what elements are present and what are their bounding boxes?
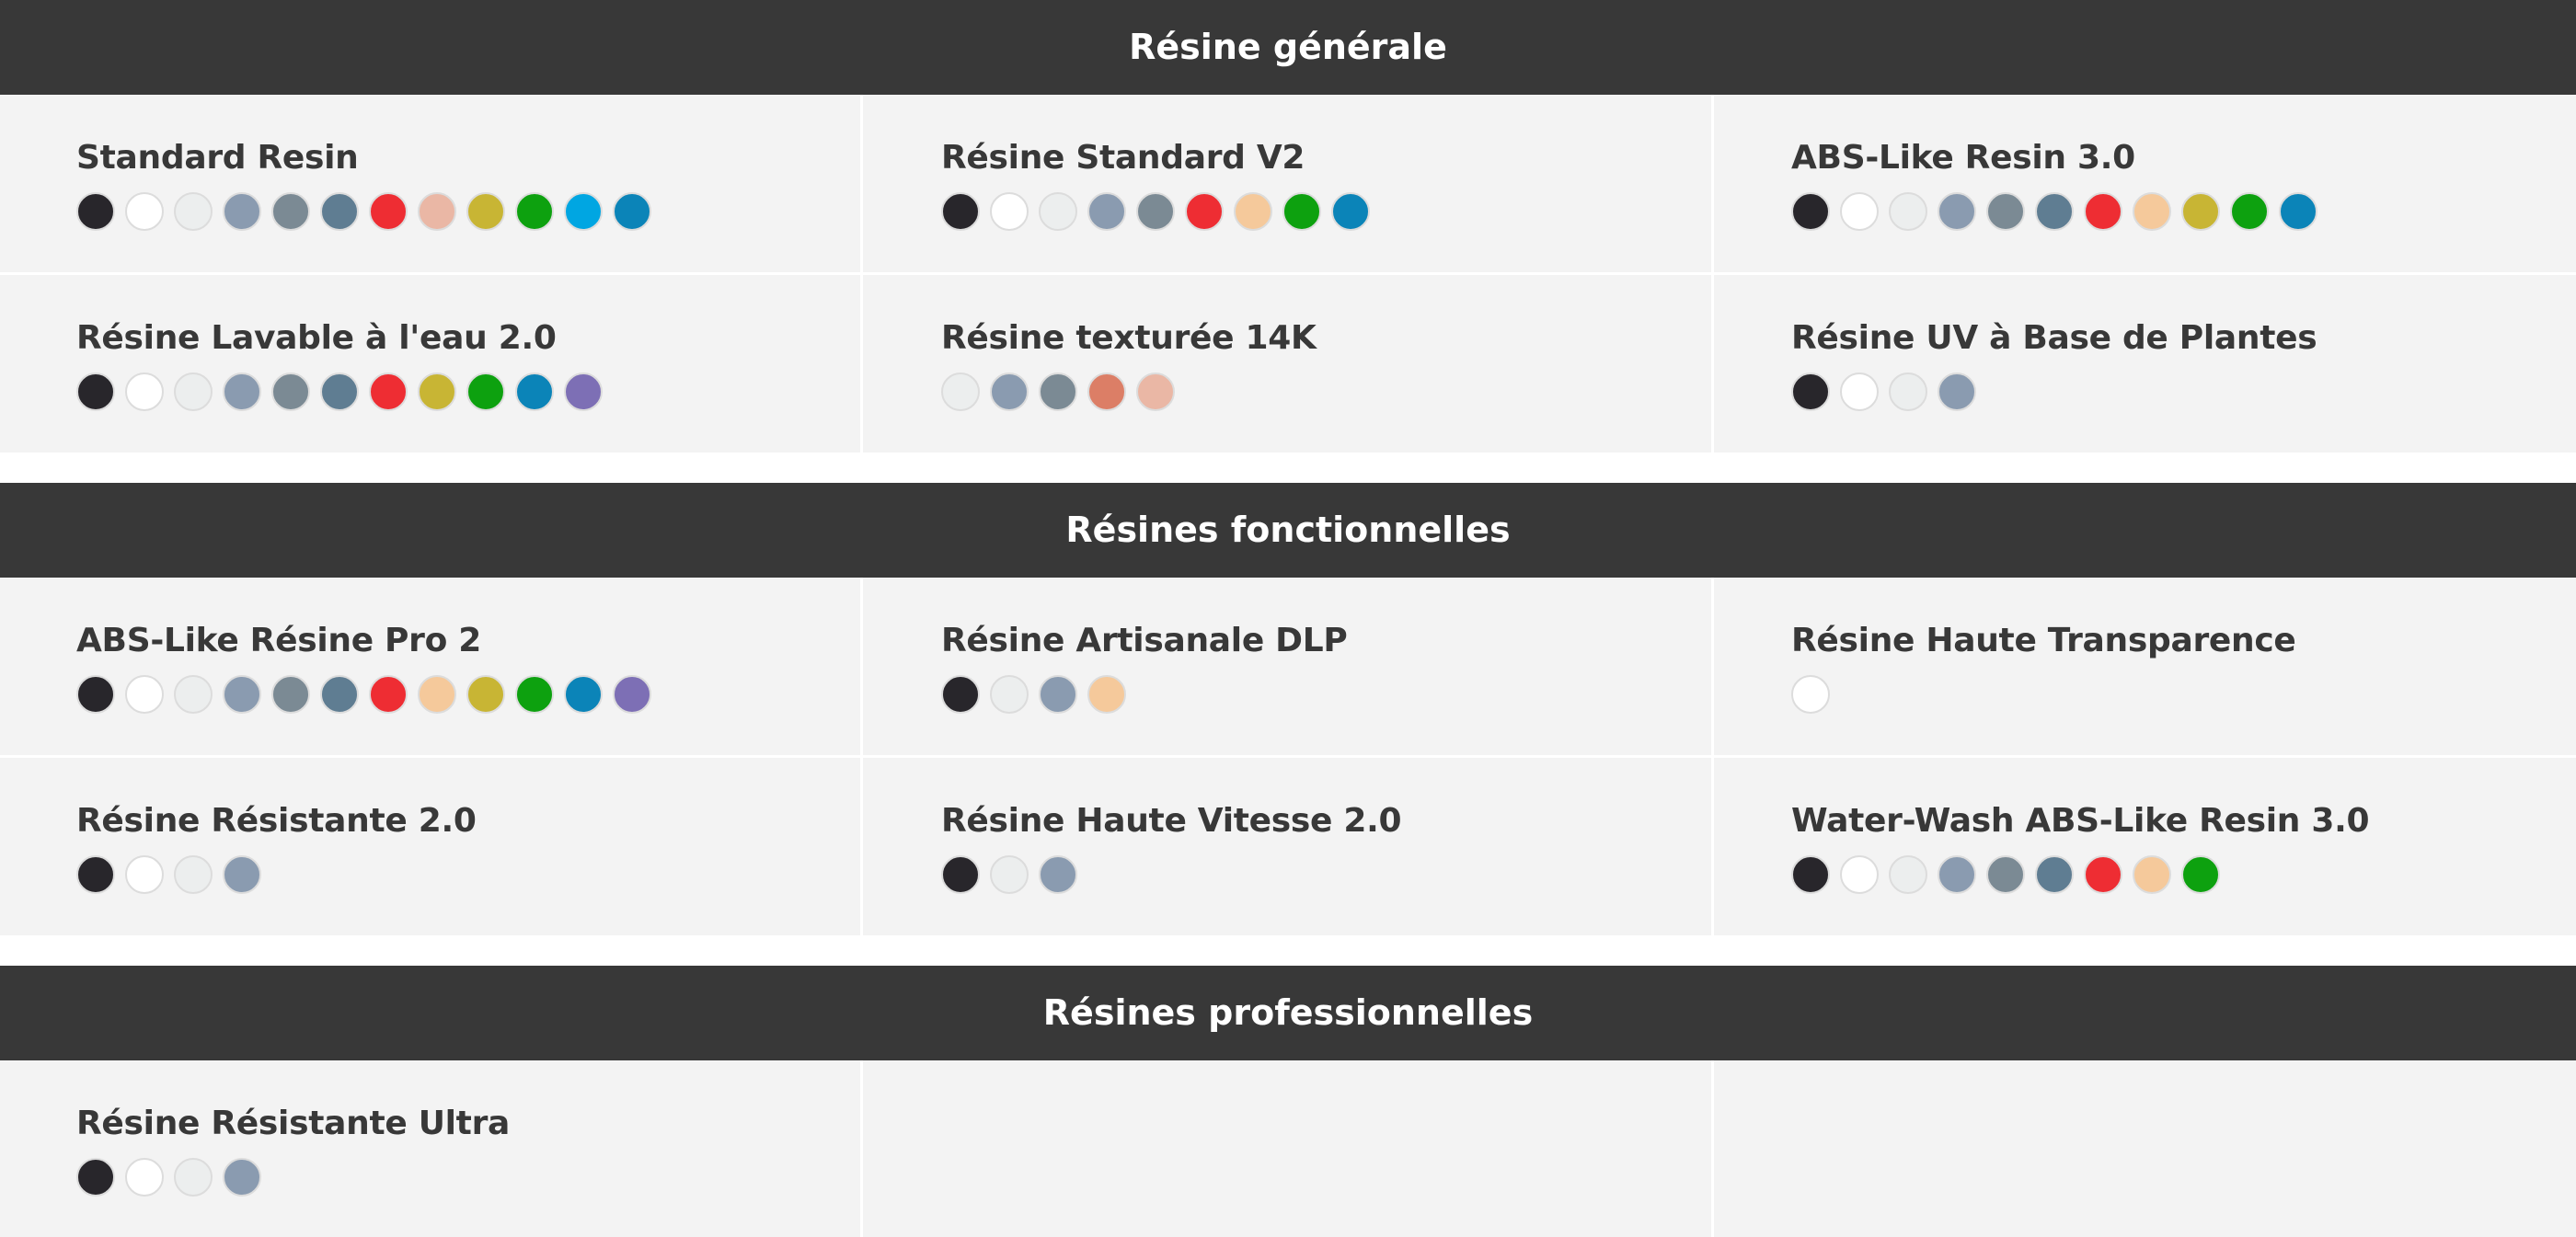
color-swatch-white[interactable] [125,192,164,231]
product-card[interactable] [1714,578,2576,755]
color-swatch-red[interactable] [369,675,408,714]
color-swatch-black[interactable] [941,855,980,894]
product-name[interactable]: Résine texturée 14K [941,319,1317,357]
color-swatch-peach[interactable] [2133,855,2171,894]
color-swatch-terracotta[interactable] [1087,372,1126,411]
color-swatch-blue-grey[interactable] [1938,855,1976,894]
product-card[interactable] [0,1060,860,1237]
color-swatch-peach[interactable] [1234,192,1272,231]
color-swatch-list [1791,372,1986,411]
product-name[interactable]: Résine Résistante 2.0 [76,802,477,840]
product-name[interactable]: Résine Standard V2 [941,139,1305,177]
color-swatch-list [941,855,1087,894]
product-name[interactable]: Résine Haute Transparence [1791,622,2296,659]
color-swatch-list [76,675,661,714]
color-swatch-green[interactable] [2230,192,2269,231]
color-swatch-pink[interactable] [418,192,456,231]
color-swatch-green[interactable] [515,192,554,231]
color-swatch-black[interactable] [76,372,115,411]
product-card[interactable] [1714,275,2576,452]
color-swatch-clear[interactable] [1039,192,1077,231]
color-swatch-clear[interactable] [1889,192,1927,231]
color-swatch-clear[interactable] [174,675,213,714]
color-swatch-mustard[interactable] [466,675,505,714]
color-swatch-red[interactable] [369,192,408,231]
product-name[interactable]: Standard Resin [76,139,359,177]
category-title: Résines fonctionnelles [0,483,2576,578]
color-swatch-slate[interactable] [271,192,310,231]
color-swatch-steel[interactable] [2035,192,2074,231]
product-name[interactable]: ABS-Like Resin 3.0 [1791,139,2135,177]
color-swatch-blue-grey[interactable] [1087,192,1126,231]
category-title: Résine générale [0,0,2576,95]
product-name[interactable]: Résine Haute Vitesse 2.0 [941,802,1402,840]
color-swatch-peach[interactable] [1087,675,1126,714]
color-swatch-list [1791,675,1840,714]
product-card[interactable] [1714,95,2576,272]
product-card[interactable] [863,578,1711,755]
product-name[interactable]: Résine Artisanale DLP [941,622,1348,659]
color-swatch-clear[interactable] [1889,372,1927,411]
color-swatch-list [1791,855,2230,894]
color-swatch-black[interactable] [941,192,980,231]
color-swatch-white[interactable] [990,192,1029,231]
product-name[interactable]: Résine UV à Base de Plantes [1791,319,2317,357]
color-swatch-teal[interactable] [613,192,651,231]
color-swatch-mustard[interactable] [418,372,456,411]
color-swatch-black[interactable] [76,1158,115,1197]
color-swatch-green[interactable] [515,675,554,714]
color-swatch-white[interactable] [1840,372,1879,411]
product-card[interactable] [0,275,860,452]
color-swatch-blue-grey[interactable] [1039,855,1077,894]
color-swatch-blue-grey[interactable] [223,1158,261,1197]
color-swatch-black[interactable] [1791,855,1830,894]
color-swatch-clear[interactable] [1889,855,1927,894]
color-swatch-clear[interactable] [941,372,980,411]
product-name[interactable]: ABS-Like Résine Pro 2 [76,622,482,659]
color-swatch-red[interactable] [2084,855,2122,894]
color-swatch-slate[interactable] [1039,372,1077,411]
color-swatch-steel[interactable] [2035,855,2074,894]
color-swatch-green[interactable] [466,372,505,411]
color-swatch-purple[interactable] [613,675,651,714]
color-swatch-steel[interactable] [320,675,359,714]
color-swatch-blue-grey[interactable] [223,855,261,894]
color-swatch-list [941,372,1185,411]
color-swatch-blue-grey[interactable] [1039,675,1077,714]
color-swatch-slate[interactable] [271,372,310,411]
color-swatch-slate[interactable] [1136,192,1175,231]
product-card[interactable] [0,758,860,935]
product-name[interactable]: Résine Lavable à l'eau 2.0 [76,319,557,357]
color-swatch-list [941,192,1380,231]
color-swatch-clear[interactable] [990,855,1029,894]
color-swatch-white[interactable] [125,1158,164,1197]
color-swatch-black[interactable] [76,192,115,231]
color-swatch-clear[interactable] [174,855,213,894]
color-swatch-steel[interactable] [320,372,359,411]
color-swatch-teal[interactable] [2279,192,2317,231]
color-swatch-teal[interactable] [1331,192,1370,231]
color-swatch-black[interactable] [1791,372,1830,411]
color-swatch-teal[interactable] [564,675,603,714]
color-swatch-list [941,675,1136,714]
product-card[interactable] [0,578,860,755]
color-swatch-red[interactable] [369,372,408,411]
color-swatch-clear[interactable] [174,372,213,411]
color-swatch-slate[interactable] [1986,192,2025,231]
color-swatch-blue-grey[interactable] [223,372,261,411]
product-card[interactable] [0,95,860,272]
color-swatch-peach[interactable] [418,675,456,714]
color-swatch-peach[interactable] [2133,192,2171,231]
empty-card [1714,1060,2576,1237]
empty-card [863,1060,1711,1237]
product-card[interactable] [863,95,1711,272]
product-name[interactable]: Water-Wash ABS-Like Resin 3.0 [1791,802,2370,840]
color-swatch-clear[interactable] [174,192,213,231]
color-swatch-blue-grey[interactable] [223,675,261,714]
color-swatch-red[interactable] [1185,192,1224,231]
color-swatch-teal[interactable] [515,372,554,411]
color-swatch-white[interactable] [1840,855,1879,894]
color-swatch-blue-grey[interactable] [1938,192,1976,231]
color-swatch-slate[interactable] [271,675,310,714]
color-swatch-white[interactable] [1840,192,1879,231]
product-card[interactable] [863,275,1711,452]
color-swatch-clear[interactable] [990,675,1029,714]
color-swatch-black[interactable] [76,855,115,894]
product-name[interactable]: Résine Résistante Ultra [76,1105,511,1142]
color-swatch-white[interactable] [125,372,164,411]
color-swatch-list [76,192,661,231]
color-swatch-red[interactable] [2084,192,2122,231]
color-swatch-blue-grey[interactable] [1938,372,1976,411]
color-swatch-list [1791,192,2328,231]
category-title: Résines professionnelles [0,966,2576,1060]
color-swatch-green[interactable] [1282,192,1321,231]
color-swatch-blue-grey[interactable] [990,372,1029,411]
color-swatch-clear[interactable] [174,1158,213,1197]
color-swatch-green[interactable] [2181,855,2220,894]
color-swatch-sky[interactable] [564,192,603,231]
color-swatch-white[interactable] [125,675,164,714]
color-swatch-list [76,855,271,894]
color-swatch-pink[interactable] [1136,372,1175,411]
color-swatch-mustard[interactable] [2181,192,2220,231]
color-swatch-black[interactable] [941,675,980,714]
color-swatch-black[interactable] [1791,192,1830,231]
color-swatch-white[interactable] [1791,675,1830,714]
color-swatch-blue-grey[interactable] [223,192,261,231]
color-swatch-white[interactable] [125,855,164,894]
color-swatch-purple[interactable] [564,372,603,411]
color-swatch-list [76,1158,271,1197]
color-swatch-black[interactable] [76,675,115,714]
color-swatch-list [76,372,613,411]
product-card[interactable] [1714,758,2576,935]
color-swatch-slate[interactable] [1986,855,2025,894]
product-card[interactable] [863,758,1711,935]
color-swatch-mustard[interactable] [466,192,505,231]
color-swatch-steel[interactable] [320,192,359,231]
